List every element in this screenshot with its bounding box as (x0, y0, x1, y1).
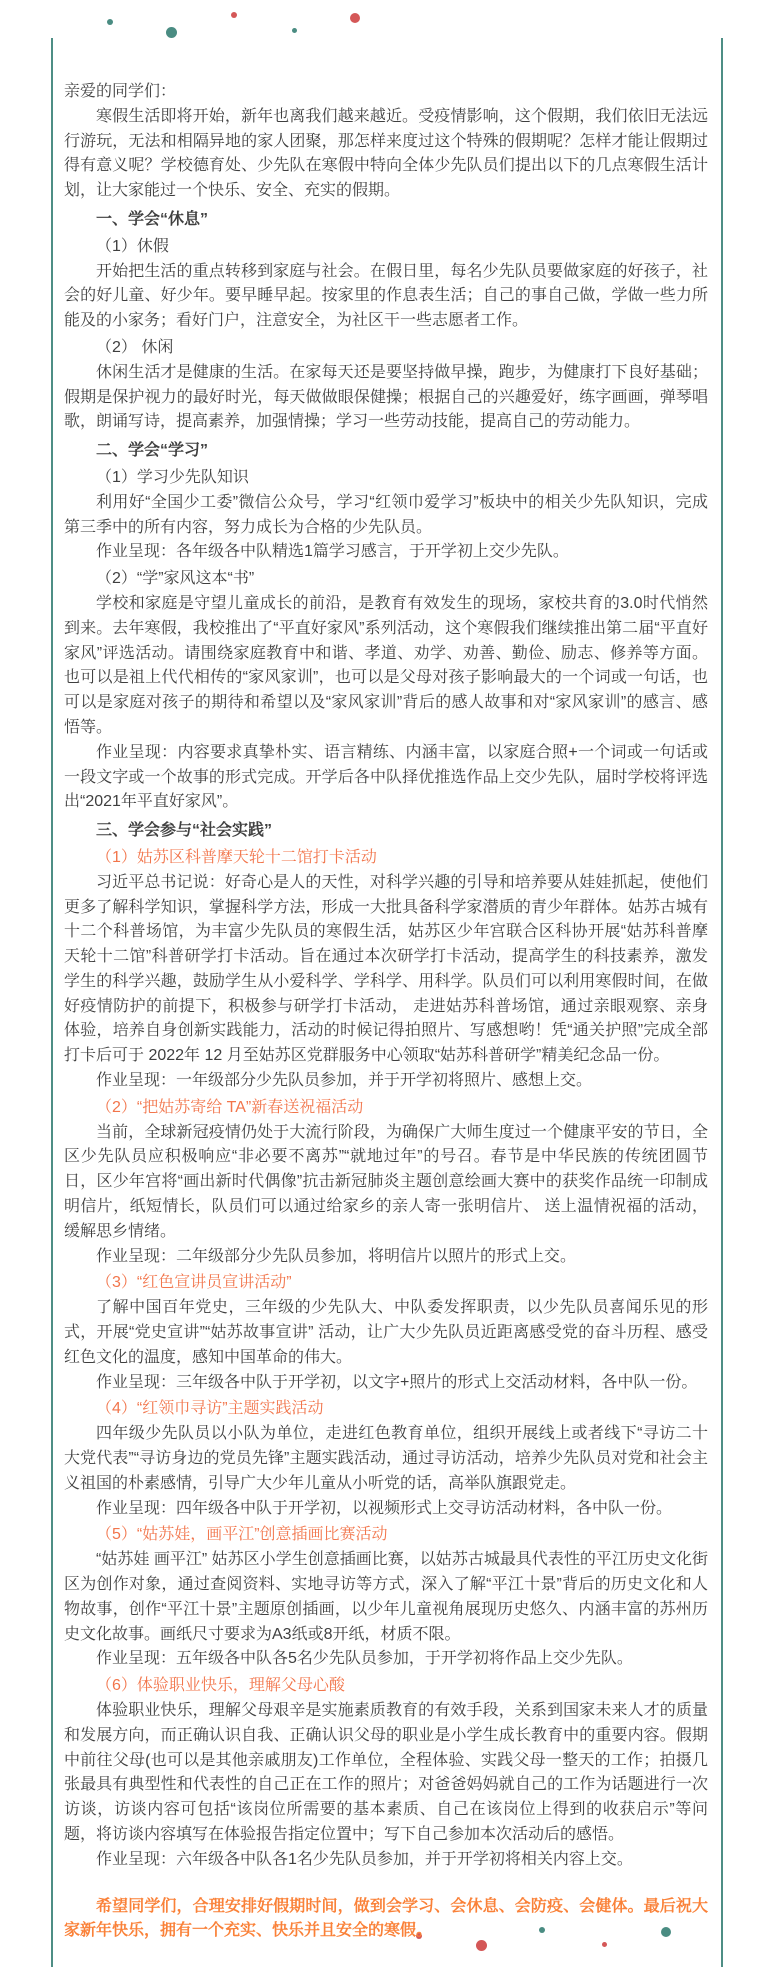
left-border-line (51, 38, 53, 1967)
para: 当前，全球新冠疫情仍处于大流行阶段，为确保广大师生度过一个健康平安的节日，全区少先队员应积极响应“非必要不离苏”“就地过年”的号召。春节是中华民族的传统团圆节日，区少年宫将“画出新时代偶像”抗击新冠肺炎主题创意绘画大赛中的获奖作品统一印制成明信片，纸短情长，队员们可以通过给家乡的亲人寄一张明信片、 送上温情祝福的活动，缓解思乡情绪。 (64, 1123, 708, 1240)
homework: 作业呈现：四年级各中队于开学初，以视频形式上交寻访活动材料，各中队一份。 (96, 1499, 673, 1517)
homework: 作业呈现：内容要求真挚朴实、语言精练、内涵丰富，以家庭合照+一个词或一句话或一段文字或一个故事的形式完成。开学后各中队择优推选作品上交少先队，届时学校将评选出“2021年平直好家风”。 (64, 743, 708, 811)
salutation: 亲爱的同学们： (64, 83, 177, 100)
homework: 作业呈现：六年级各中队各1名少先队员参加，并于开学初将相关内容上交。 (96, 1850, 633, 1868)
document-body (64, 80, 708, 1944)
homework: 作业呈现：三年级各中队于开学初，以文字+照片的形式上交活动材料，各中队一份。 (96, 1373, 698, 1391)
section-title: 二、学会“学习” (96, 442, 209, 460)
sub-heading-orange: （5）“姑苏娃，画平江”创意插画比赛活动 (96, 1526, 388, 1544)
homework: 作业呈现：五年级各中队各5名少先队员参加，于开学初将作品上交少先队。 (96, 1650, 633, 1668)
sub-heading: （2）“学”家风这本“书” (96, 570, 255, 588)
sub-heading-orange: （3）“红色宣讲员宣讲活动” (96, 1274, 292, 1292)
closing: 希望同学们，合理安排好假期时间，做到会学习、会休息、会防疫、会健体。最后祝大家新年快乐，拥有一个充实、快乐并且安全的寒假。 (64, 1897, 708, 1940)
sub-heading-orange: （4）“红领巾寻访”主题实践活动 (96, 1400, 324, 1418)
decorative-dot (107, 19, 113, 25)
sub-heading-orange: （2）“把姑苏寄给 TA”新春送祝福活动 (96, 1098, 364, 1116)
para: 寒假生活即将开始，新年也离我们越来越近。受疫情影响，这个假期，我们依旧无法远行游玩，无法和相隔异地的家人团聚，那怎样来度过这个特殊的假期呢？怎样才能让假期过得有意义呢？学校德育处、少先队在寒假中特向全体少先队员们提出以下的几点寒假生活计划，让大家能过一个快乐、安全、充实的假期。 (64, 107, 708, 200)
sub-heading: （1）学习少先队知识 (96, 468, 249, 486)
sub-heading-orange: （1）姑苏区科普摩天轮十二馆打卡活动 (96, 848, 377, 866)
decorative-dot (231, 12, 237, 18)
sub-heading-orange: （6）体验职业快乐，理解父母心酸 (96, 1677, 345, 1695)
homework: 作业呈现：二年级部分少先队员参加，将明信片以照片的形式上交。 (96, 1247, 577, 1265)
sub-heading: （1）休假 (96, 237, 169, 255)
para: 学校和家庭是守望儿童成长的前沿，是教育有效发生的现场，家校共育的3.0时代悄然到来。去年寒假，我校推出了“平直好家风”系列活动，这个寒假我们继续推出第二届“平直好家风”评选活动。请围绕家庭教育中和谐、孝道、劝学、劝善、勤俭、励志、修养等方面。也可以是祖上代代相传的“家风家训”，也可以是父母对孩子影响最大的一个词或一句话，也可以是家庭对孩子的期待和希望以及“家风家训”背后的感人故事和对“家风家训”的感言、感悟等。 (64, 594, 708, 736)
decorative-dot (292, 28, 297, 33)
homework: 作业呈现：各年级各中队精选1篇学习感言，于开学初上交少先队。 (96, 543, 569, 561)
para: 四年级少先队员以小队为单位，走进红色教育单位，组织开展线上或者线下“寻访二十大党代表”“寻访身边的党员先锋”主题实践活动，通过寻访活动，培养少先队员对党和社会主义祖国的朴素感情，引导广大少年儿童从小听党的话，高举队旗跟党走。 (64, 1425, 708, 1492)
para: 了解中国百年党史，三年级的少先队大、中队委发挥职责，以少先队员喜闻乐见的形式，开展“党史宣讲”“姑苏故事宣讲” 活动，让广大少先队员近距离感受党的奋斗历程、感受红色文化的温度，感知中国革命的伟大。 (64, 1299, 708, 1366)
para: 体验职业快乐，理解父母艰辛是实施素质教育的有效手段，关系到国家未来人才的质量和发展方向，而正确认识自我、正确认识父母的职业是小学生成长教育中的重要内容。假期中前往父母(也可以是其他亲戚朋友)工作单位，全程体验、实践父母一整天的工作；拍摄几张最具有典型性和代表性的自己正在工作的照片；对爸爸妈妈就自己的工作为话题进行一次访谈，访谈内容可包括“该岗位所需要的基本素质、自己在该岗位上得到的收获启示”等问题，将访谈内容填写在体验报告指定位置中；写下自己参加本次活动后的感悟。 (64, 1702, 708, 1843)
para: 习近平总书记说：好奇心是人的天性，对科学兴趣的引导和培养要从娃娃抓起，使他们更多了解科学知识，掌握科学方法，形成一大批具备科学家潜质的青少年群体。姑苏古城有十二个科普场馆，为丰富少先队员的寒假生活，姑苏区少年宫联合区科协开展“姑苏科普摩天轮十二馆”科普研学打卡活动。旨在通过本次研学打卡活动，提高学生的科技素养，激发学生的科学兴趣，鼓励学生从小爱科学、学科学、用科学。队员们可以利用寒假时间，在做好疫情防护的前提下，积极参与研学打卡活动， 走进姑苏科普场馆，通过亲眼观察、亲身体验，培养自身创新实践能力，活动的时候记得拍照片、写感想哟！凭“通关护照”完成全部打卡后可于 2022年 12 月至姑苏区党群服务中心领取“姑苏科普研学”精美纪念品一份。 (64, 873, 708, 1065)
sub-heading: （2） 休闲 (96, 338, 174, 356)
para: 利用好“全国少工委”微信公众号，学习“红领巾爱学习”板块中的相关少先队知识，完成第三季中的所有内容，努力成长为合格的少先队员。 (64, 493, 708, 536)
para: 开始把生活的重点转移到家庭与社会。在假日里，每名少先队员要做家庭的好孩子，社会的好儿童、好少年。要早睡早起。按家里的作息表生活；自己的事自己做，学做一些力所能及的小家务；看好门户，注意安全，为社区干一些志愿者工作。 (64, 262, 708, 330)
para: 休闲生活才是健康的生活。在家每天还是要坚持做早操，跑步，为健康打下良好基础；假期是保护视力的最好时光，每天做做眼保健操；根据自己的兴趣爱好，练字画画，弹琴唱歌，朗诵写诗，提高素养，加强情操；学习一些劳动技能，提高自己的劳动能力。 (64, 363, 708, 431)
section-title: 三、学会参与“社会实践” (96, 822, 273, 840)
section-title: 一、学会“休息” (96, 210, 209, 228)
right-border-line (721, 38, 723, 1967)
decorative-dot (350, 13, 360, 23)
homework: 作业呈现：一年级部分少先队员参加，并于开学初将照片、感想上交。 (96, 1072, 593, 1090)
para: “姑苏娃 画平江” 姑苏区小学生创意插画比赛，以姑苏古城最具代表性的平江历史文化街区为创作对象，通过查阅资料、实地寻访等方式，深入了解“平江十景”背后的历史文化和人物故事，创作“平江十景”主题原创插画，以少年儿童视角展现历史悠久、内涵丰富的苏州历史文化故事。画纸尺寸要求为A3纸或8开纸，材质不限。 (64, 1551, 708, 1643)
decorative-dot (166, 27, 177, 38)
